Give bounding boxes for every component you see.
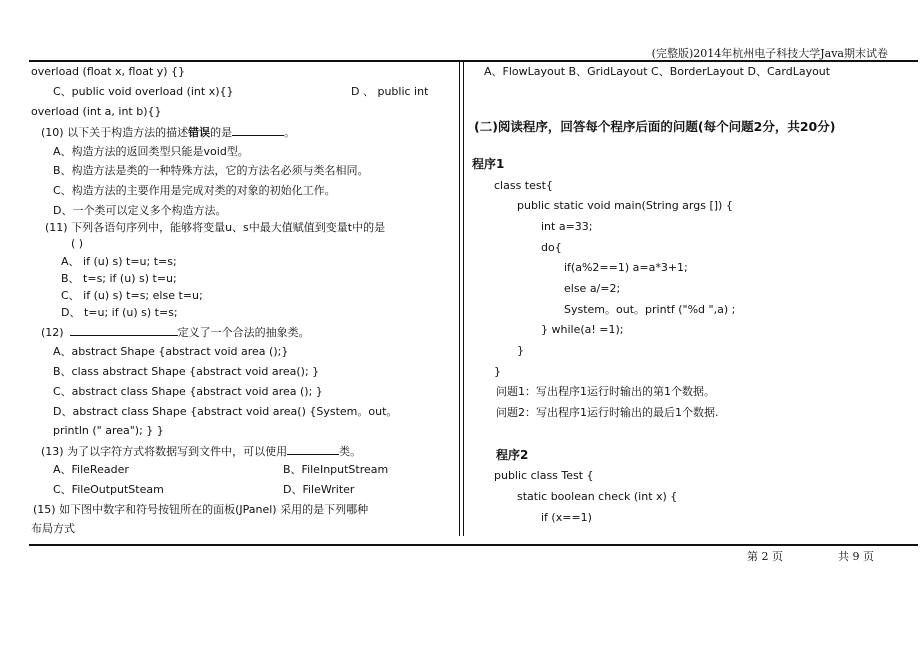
- question-11-paren: ( ): [71, 237, 84, 250]
- section-2-heading: (二)阅读程序，回答每个程序后面的问题(每个问题2分，共20分): [474, 119, 836, 134]
- question-10: [41, 124, 295, 141]
- code-line: else a/=2;: [564, 282, 621, 295]
- answer-blank: [287, 443, 339, 455]
- question-11-option-a: A、 if (u) s) t=u; t=s;: [61, 255, 177, 268]
- program-1-question-1: 问题1：写出程序1运行时输出的第1个数据。: [496, 385, 715, 398]
- column-divider-left: [459, 60, 460, 536]
- question-10-text-post: 的是: [210, 126, 233, 139]
- question-13-option-c: C、FileOutputSteam: [53, 483, 164, 496]
- answer-blank: [232, 124, 284, 136]
- question-10-option-b: B、构造方法是类的一种特殊方法，它的方法名必须与类名相同。: [53, 164, 369, 177]
- question-15-continuation: 布局方式: [31, 522, 75, 535]
- question-10-end: 。: [284, 126, 296, 139]
- question-10-option-a: A、构造方法的返回类型只能是void型。: [53, 145, 249, 158]
- question-10-option-d: D、一个类可以定义多个构造方法。: [53, 204, 227, 217]
- question-10-option-c: C、构造方法的主要作用是完成对类的对象的初始化工作。: [53, 184, 336, 197]
- code-line: do{: [541, 241, 562, 254]
- option-c: C、public void overload (int x){}: [53, 85, 234, 98]
- question-13: [41, 443, 361, 460]
- code-line: } while(a! =1);: [541, 323, 624, 336]
- question-11-option-b: B、 t=s; if (u) s) t=u;: [61, 272, 177, 285]
- question-13-option-a: A、FileReader: [53, 463, 129, 476]
- option-d: D 、 public int: [351, 85, 429, 98]
- code-line: System。out。printf ("%d ",a) ;: [564, 303, 736, 316]
- code-line: class test{: [494, 179, 553, 192]
- question-13-text-post: 类。: [339, 445, 362, 458]
- question-12: [41, 324, 310, 341]
- column-divider-right: [463, 60, 464, 536]
- question-12-option-d: D、abstract class Shape {abstract void area() {System。out。: [53, 405, 398, 418]
- program-1-question-2: 问题2：写出程序1运行时输出的最后1个数据.: [496, 406, 719, 419]
- question-15: (15) 如下图中数字和符号按钮所在的面板(JPanel) 采用的是下列哪种: [33, 503, 369, 516]
- code-line: public class Test {: [494, 469, 594, 482]
- question-12-option-d-continuation: println (" area"); } }: [53, 424, 164, 437]
- question-12-option-a: A、abstract Shape {abstract void area ();}: [53, 345, 289, 358]
- question-13-text: (13) 为了以字符方式将数据写到文件中，可以使用: [41, 445, 288, 458]
- code-line: if(a%2==1) a=a*3+1;: [564, 261, 688, 274]
- program-1-title: 程序1: [472, 157, 505, 171]
- question-13-option-d: D、FileWriter: [283, 483, 355, 496]
- program-2-title: 程序2: [496, 448, 529, 462]
- question-12-option-b: B、class abstract Shape {abstract void area(); }: [53, 365, 320, 378]
- code-line: int a=33;: [541, 220, 593, 233]
- option-c-continuation: overload (float x, float y) {}: [31, 65, 186, 78]
- question-12-option-c: C、abstract class Shape {abstract void area (); }: [53, 385, 323, 398]
- answer-blank: [70, 324, 178, 336]
- question-10-text: (10) 以下关于构造方法的描述: [41, 126, 189, 139]
- code-line: public static void main(String args []) {: [517, 199, 733, 212]
- question-15-options: A、FlowLayout B、GridLayout C、BorderLayout D、CardLayout: [484, 65, 831, 78]
- question-11-option-d: D、 t=u; if (u) s) t=s;: [61, 306, 178, 319]
- question-12-text: 定义了一个合法的抽象类。: [177, 326, 310, 339]
- code-line: }: [517, 344, 524, 357]
- code-line: if (x==1): [541, 511, 592, 524]
- code-line: static boolean check (int x) {: [517, 490, 678, 503]
- page-number: 第 2 页: [747, 550, 783, 563]
- page-total: 共 9 页: [838, 550, 874, 563]
- question-11: (11) 下列各语句序列中，能够将变量u、s中最大值赋值到变量t中的是: [45, 221, 386, 234]
- question-12-number: (12): [41, 326, 64, 339]
- code-line: }: [494, 365, 501, 378]
- document-header-title: (完整版)2014年杭州电子科技大学Java期末试卷: [651, 47, 888, 60]
- question-10-emphasis: 错误: [188, 126, 211, 139]
- question-11-option-c: C、 if (u) s) t=s; else t=u;: [61, 289, 203, 302]
- question-13-option-b: B、FileInputStream: [283, 463, 389, 476]
- option-d-continuation: overload (int a, int b){}: [31, 105, 162, 118]
